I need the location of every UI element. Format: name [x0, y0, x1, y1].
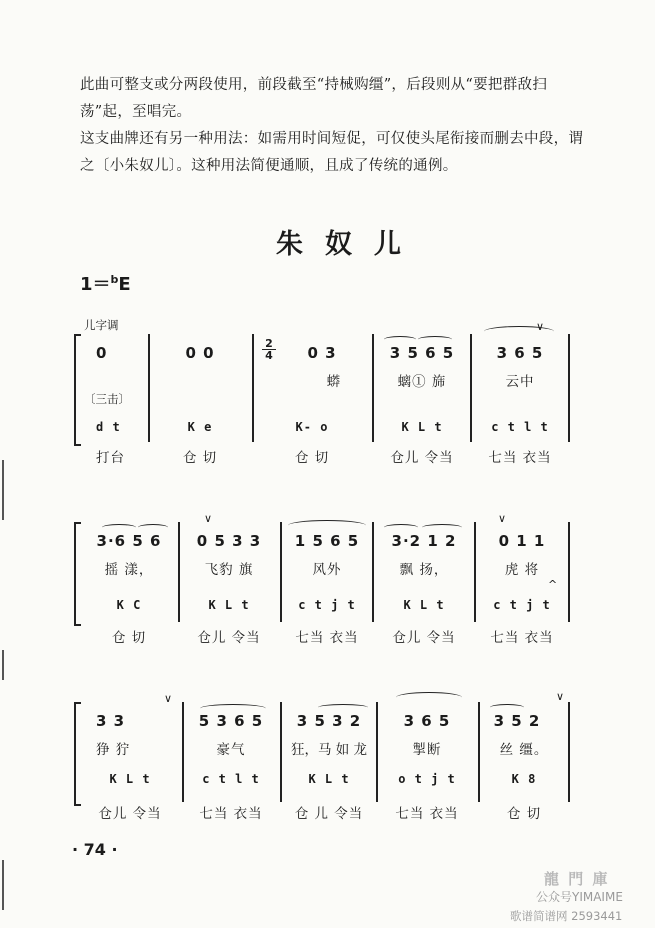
measure-lyrics: 云中 [505, 374, 535, 390]
measure-percussion: K L t [208, 598, 250, 612]
percussion-row [0, 420, 655, 440]
watermark-line-1: 公众号YIMAIME [536, 890, 623, 904]
lyrics-row [0, 558, 655, 578]
watermark-logo: 龍 門 庫 [544, 870, 610, 888]
measure-lyrics: 风外 [312, 562, 342, 578]
watermark-line-2: 歌谱简谱网 2593441 [510, 909, 623, 923]
measure-syllables: 仓儿 令当 [197, 630, 261, 646]
measure-lyrics: 狂，马 如 龙 [290, 742, 368, 758]
breath-mark: ∨ [204, 512, 213, 525]
measure-notes: 3 5 2 [493, 712, 541, 730]
voice-mode-label: 儿字调 [84, 318, 119, 332]
measure-lyrics: 丝 缰。 [499, 742, 549, 758]
lyrics-row [0, 370, 655, 390]
slur [318, 704, 368, 711]
measure-notes: 0 5 3 3 [196, 532, 262, 550]
intro-paragraph-1: 此曲可整支或分两段使用，前段截至“持械购缰”，后段则从“要把群敌扫荡”起，至唱完。 [80, 77, 548, 120]
measure-notes: 0 0 [185, 344, 215, 362]
percussion-syllables-row [0, 802, 655, 822]
slur [422, 524, 462, 531]
measure-lyrics: 狰 狞 [96, 742, 131, 758]
measure-syllables: 仓 切 [506, 806, 542, 822]
slur [418, 336, 452, 343]
measure-lyrics: 螭① 旆 [397, 374, 447, 390]
slur [138, 524, 168, 531]
breath-mark: ∨ [556, 690, 565, 703]
binding-edge [2, 650, 4, 680]
slur [384, 336, 416, 343]
measure-syllables: 仓 儿 令当 [294, 806, 364, 822]
notes-row [0, 712, 655, 732]
slur [384, 524, 418, 531]
time-signature-bottom: 4 [265, 349, 273, 362]
measure-lyrics: 摇 漾， [104, 562, 154, 578]
measure-percussion: K L t [403, 598, 445, 612]
measure-syllables: 七当 衣当 [490, 630, 554, 646]
breath-mark: ∨ [164, 692, 173, 705]
measure-percussion: K L t [109, 772, 151, 786]
slur [102, 524, 136, 531]
key-flat: b [110, 273, 119, 286]
measure-lyrics: 掣断 [412, 742, 442, 758]
measure-syllables: 打台 [96, 450, 125, 466]
slur [490, 704, 524, 711]
measure-syllables: 仓 切 [294, 450, 330, 466]
measure-lyrics: 飞豹 旗 [204, 562, 254, 578]
measure-notes: 0 1 1 [498, 532, 546, 550]
measure-notes: 1 5 6 5 [294, 532, 360, 550]
measure-notes: 0 [96, 344, 108, 362]
measure-notes: 3 3 [96, 712, 126, 730]
accent-mark: ^ [548, 578, 558, 591]
percussion-row [0, 598, 655, 618]
measure-notes: 3 6 5 [496, 344, 544, 362]
measure-percussion: o t j t [398, 772, 456, 786]
lyrics-row [0, 738, 655, 758]
breath-mark: ∨ [498, 512, 507, 525]
measure-notes: 3·2 1 2 [391, 532, 457, 550]
measure-percussion: d t [96, 420, 121, 434]
page-number: · 74 · [72, 840, 118, 859]
measure-lyrics: 豪气 [216, 742, 246, 758]
measure-notes: 5 3 6 5 [198, 712, 264, 730]
measure-syllables: 七当 衣当 [488, 450, 552, 466]
measure-syllables: 七当 衣当 [199, 806, 263, 822]
measure-percussion: c t j t [493, 598, 551, 612]
key-note: E [118, 274, 131, 295]
measure-syllables: 七当 衣当 [395, 806, 459, 822]
slur [396, 692, 462, 703]
slur [288, 520, 366, 531]
percussion-syllables-row [0, 626, 655, 646]
measure-percussion: K e [187, 420, 213, 434]
measure-notes: 3 6 5 [403, 712, 451, 730]
measure-syllables: 仓 切 [182, 450, 218, 466]
measure-notes: 3 5 3 2 [296, 712, 362, 730]
binding-edge [2, 860, 4, 910]
key-signature [80, 270, 131, 296]
intro-paragraph-2: 这支曲牌还有另一种用法：如需用时间短促，可仅使头尾衔接而删去中段，谓之〔小朱奴儿〕。这种用法简便通顺，且成了传统的通例。 [80, 131, 584, 174]
measure-syllables: 仓 切 [111, 630, 147, 646]
measure-percussion: K 8 [511, 772, 537, 786]
measure-percussion: K L t [401, 420, 443, 434]
percussion-syllables-row [0, 446, 655, 466]
notes-row [0, 532, 655, 552]
measure-notes: 3·6 5 6 [96, 532, 162, 550]
breath-mark: ∨ [536, 320, 545, 333]
measure-percussion: c t j t [298, 598, 356, 612]
page-title: 朱奴儿 [276, 229, 423, 260]
binding-edge [2, 460, 4, 520]
time-signature-top: 2 [262, 338, 276, 350]
percussion-label: 〔三击〕 [84, 392, 130, 406]
measure-syllables: 仓儿 令当 [392, 630, 456, 646]
measure-notes: 0 3 [307, 344, 337, 362]
measure-lyrics: 虎 将 [504, 562, 540, 578]
measure-lyrics: 蟒 [326, 374, 342, 390]
notes-row [0, 344, 655, 364]
measure-lyrics: 飘 扬， [399, 562, 449, 578]
measure-percussion: c t l t [202, 772, 260, 786]
measure-syllables: 七当 衣当 [295, 630, 359, 646]
measure-percussion: c t l t [491, 420, 549, 434]
key-prefix: 1＝ [80, 274, 111, 295]
measure-percussion: K L t [308, 772, 350, 786]
measure-syllables: 仓儿 令当 [98, 806, 162, 822]
measure-syllables: 仓儿 令当 [390, 450, 454, 466]
percussion-row [0, 772, 655, 792]
measure-percussion: K- o [295, 420, 329, 434]
measure-percussion: K C [116, 598, 142, 612]
measure-notes: 3 5 6 5 [389, 344, 455, 362]
